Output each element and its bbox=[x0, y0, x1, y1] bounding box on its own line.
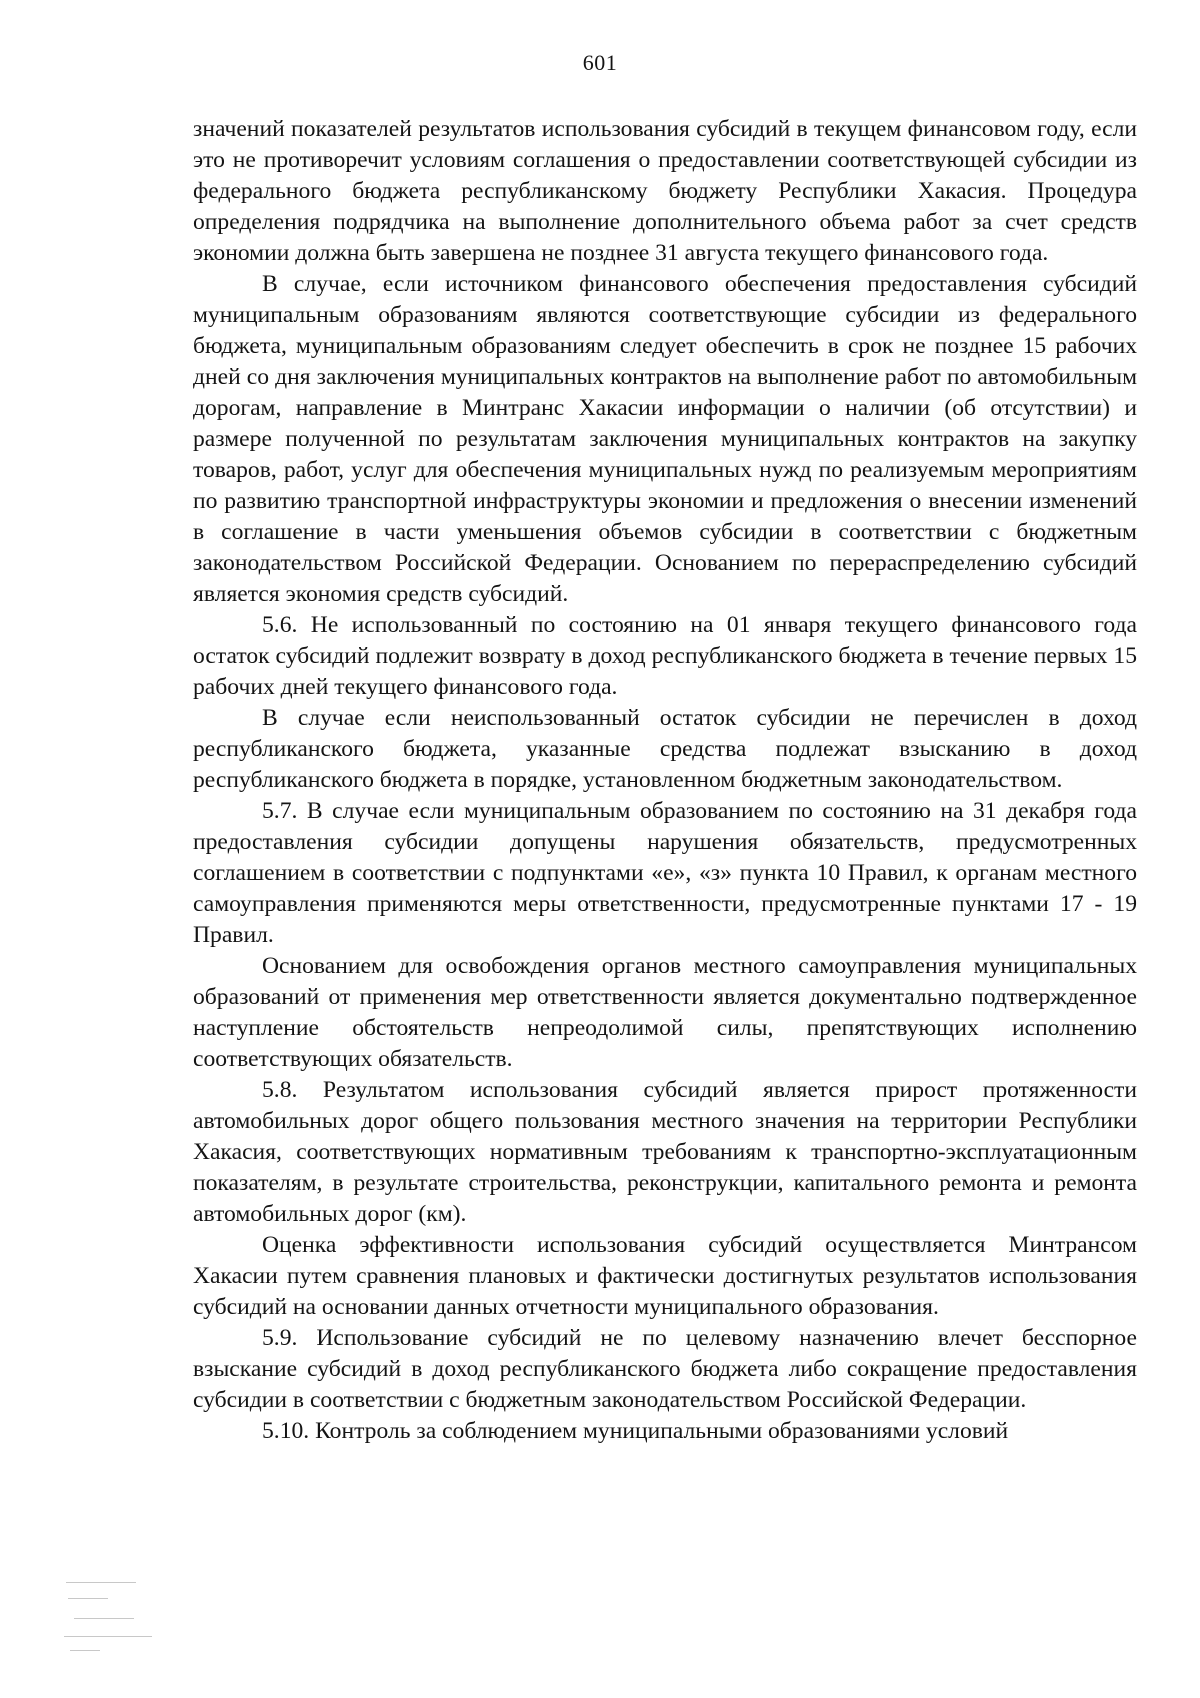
paragraph: В случае, если источником финансового обеспечения предоставления субсидий муниципальным образованиям являются соответствующие субсидии из федерального бюджета, муниципальным образованиям следует обеспечить в срок не позднее 15 рабочих дней со дня заключения муниципальных контрактов на выполнение работ по автомобильным дорогам, направление в Минтранс Хакасии информации о наличии (об отсутствии) и размере полученной по результатам заключения муниципальных контрактов на закупку товаров, работ, услуг для обеспечения муниципальных нужд по реализуемым мероприятиям по развитию транспортной инфраструктуры экономии и предложения о внесении изменений в соглашение в части уменьшения объемов субсидии в соответствии с бюджетным законодательством Российской Федерации. Основанием по перераспределению субсидий является экономия средств субсидий. bbox=[193, 271, 1137, 607]
paragraph-5-7: 5.7. В случае если муниципальным образованием по состоянию на 31 декабря года предоставления субсидии допущены нарушения обязательств, предусмотренных соглашением в соответствии с подпунктами «е», «з» пункта 10 Правил, к органам местного самоуправления применяются меры ответственности, предусмотренные пунктами 17 - 19 Правил. bbox=[193, 798, 1137, 948]
paragraph-5-8: 5.8. Результатом использования субсидий является прирост протяженности автомобильных дорог общего пользования местного значения на территории Республики Хакасия, соответствующих нормативным требованиям к транспортно-эксплуатационным показателям, в результате строительства, реконструкции, капитального ремонта и ремонта автомобильных дорог (км). bbox=[193, 1077, 1137, 1227]
paragraph-continuation: значений показателей результатов использования субсидий в текущем финансовом году, если это не противоречит условиям соглашения о предоставлении соответствующей субсидии из федерального бюджета республиканскому бюджету Республики Хакасия. Процедура определения подрядчика на выполнение дополнительного объема работ за счет средств экономии должна быть завершена не позднее 31 августа текущего финансового года. bbox=[193, 116, 1137, 266]
paragraph-5-6: 5.6. Не использованный по состоянию на 01 января текущего финансового года остаток субсидий подлежит возврату в доход республиканского бюджета в течение первых 15 рабочих дней текущего финансового года. bbox=[193, 612, 1137, 700]
scan-artifact bbox=[64, 1578, 174, 1658]
document-body bbox=[193, 114, 1137, 1447]
paragraph-5-10: 5.10. Контроль за соблюдением муниципальными образованиями условий bbox=[262, 1418, 1009, 1444]
page-number: 601 bbox=[582, 50, 618, 75]
paragraph-5-9: 5.9. Использование субсидий не по целевому назначению влечет бесспорное взыскание субсидий в доход республиканского бюджета либо сокращение предоставления субсидии в соответствии с бюджетным законодательством Российской Федерации. bbox=[193, 1325, 1137, 1413]
paragraph: Основанием для освобождения органов местного самоуправления муниципальных образований от применения мер ответственности является документально подтвержденное наступление обстоятельств непреодолимой силы, препятствующих исполнению соответствующих обязательств. bbox=[193, 953, 1137, 1072]
paragraph: Оценка эффективности использования субсидий осуществляется Минтрансом Хакасии путем сравнения плановых и фактически достигнутых результатов использования субсидий на основании данных отчетности муниципального образования. bbox=[193, 1232, 1137, 1320]
paragraph: В случае если неиспользованный остаток субсидии не перечислен в доход республиканского бюджета, указанные средства подлежат взысканию в доход республиканского бюджета в порядке, установленном бюджетным законодательством. bbox=[193, 705, 1137, 793]
